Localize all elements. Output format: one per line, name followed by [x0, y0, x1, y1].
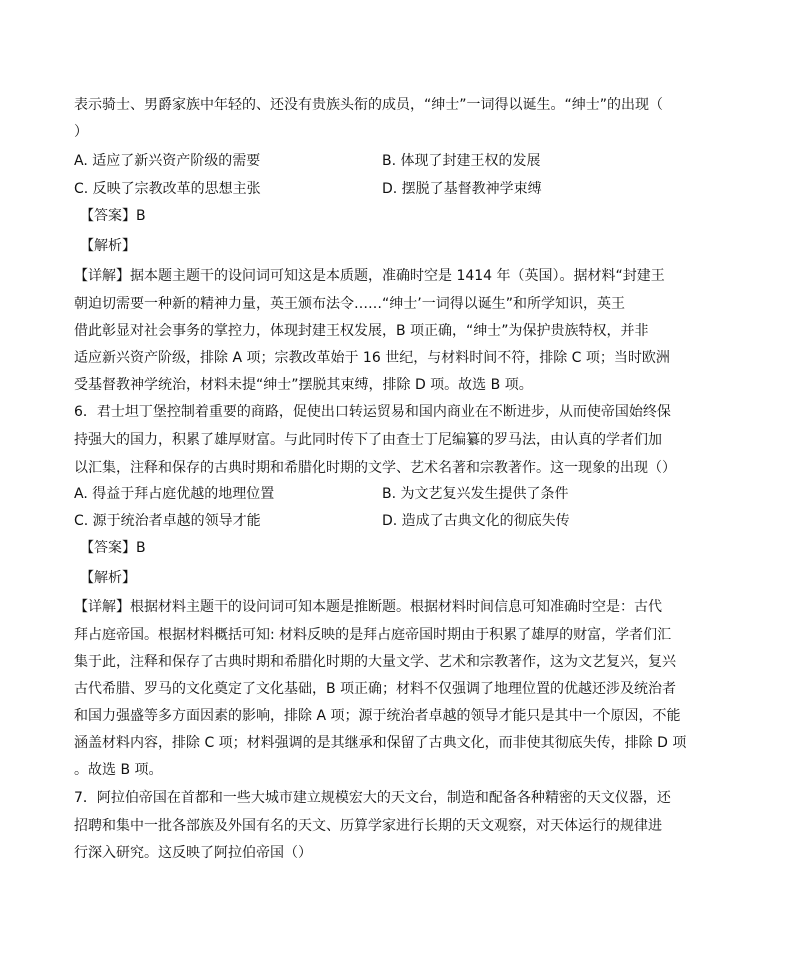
q6-option-b: B. 为文艺复兴发生提供了条件 — [382, 486, 569, 502]
q6-analysis-line: 古代希腊、罗马的文化奠定了文化基础，B 项正确；材料不仅强调了地理位置的优越还涉及统治者 — [74, 681, 677, 697]
q6-option-a: A. 得益于拜占庭优越的地理位置 — [74, 486, 275, 502]
q6-analysis-line: 涵盖材料内容，排除 C 项；材料强调的是其继承和保留了古典文化，而非使其彻底失传，排除 D 项 — [74, 735, 687, 751]
q6-answer: 【答案】B — [80, 540, 146, 556]
q6-stem-line: 持强大的国力，积累了雄厚财富。与此同时传下了由查士丁尼编纂的罗马法，由认真的学者们加 — [74, 432, 662, 448]
q6-analysis-line: 【详解】根据材料主题干的设问词可知本题是推断题。根据材料时间信息可知准确时空是：古代 — [74, 599, 662, 615]
q6-analysis-line: 。故选 B 项。 — [74, 762, 163, 778]
q6-option-d: D. 造成了古典文化的彻底失传 — [382, 513, 570, 529]
q7-stem-line: 行深入研究。这反映了阿拉伯帝国（） — [74, 845, 312, 861]
q6-option-c: C. 源于统治者卓越的领导才能 — [74, 513, 261, 529]
q5-analysis-line: 借此彰显对社会事务的掌控力，体现封建王权发展，B 项正确，“绅士”为保护贵族特权，并非 — [74, 323, 649, 339]
q5-analysis-line: 受基督教神学统治，材料未提“绅士”摆脱其束缚，排除 D 项。故选 B 项。 — [74, 377, 533, 393]
q7-stem-line: 7．阿拉伯帝国在首都和一些大城市建立规模宏大的天文台，制造和配备各种精密的天文仪器，还 — [74, 790, 671, 806]
q5-option-d: D. 摆脱了基督教神学束缚 — [382, 181, 542, 197]
q5-option-b: B. 体现了封建王权的发展 — [382, 153, 541, 169]
q6-stem-line: 6．君士坦丁堡控制着重要的商路，促使出口转运贸易和国内商业在不断进步，从而使帝国始终保 — [74, 404, 671, 420]
q5-stem-line: ） — [74, 124, 88, 140]
q6-stem-line: 以汇集，注释和保存的古典时期和希腊化时期的文学、艺术名著和宗教著作。这一现象的出现（） — [74, 460, 676, 476]
q5-analysis-line: 适应新兴资产阶级，排除 A 项；宗教改革始于 16 世纪，与材料时间不符，排除 C 项；当时欧洲 — [74, 350, 670, 366]
q5-option-a: A. 适应了新兴资产阶级的需要 — [74, 153, 261, 169]
q5-analysis-line: 【详解】据本题主题干的设问词可知这是本质题，准确时空是 1414 年（英国）。据材料“封建王 — [74, 268, 665, 284]
q5-analysis-line: 朝迫切需要一种新的精神力量，英王颁布法令……“绅士’一词得以诞生”和所学知识，英王 — [74, 296, 625, 312]
q5-analysis-heading: 【解析】 — [80, 238, 136, 254]
q6-analysis-line: 和国力强盛等多方面因素的影响，排除 A 项；源于统治者卓越的领导才能只是其中一个原因，不能 — [74, 708, 681, 724]
q5-option-c: C. 反映了宗教改革的思想主张 — [74, 181, 261, 197]
q6-analysis-line: 拜占庭帝国。根据材料概括可知: 材料反映的是拜占庭帝国时期由于积累了雄厚的财富，学者们汇 — [74, 627, 672, 643]
q6-analysis-line: 集于此，注释和保存了古典时期和希腊化时期的大量文学、艺术和宗教著作，这为文艺复兴，复兴 — [74, 654, 676, 670]
q7-stem-line: 招聘和集中一批各部族及外国有名的天文、历算学家进行长期的天文观察，对天体运行的规律进 — [74, 818, 662, 834]
q5-answer: 【答案】B — [80, 208, 146, 224]
q5-stem-line: 表示骑士、男爵家族中年轻的、还没有贵族头衔的成员，“绅士”一词得以诞生。“绅士”的出现（ — [74, 97, 664, 113]
q6-analysis-heading: 【解析】 — [80, 570, 136, 586]
